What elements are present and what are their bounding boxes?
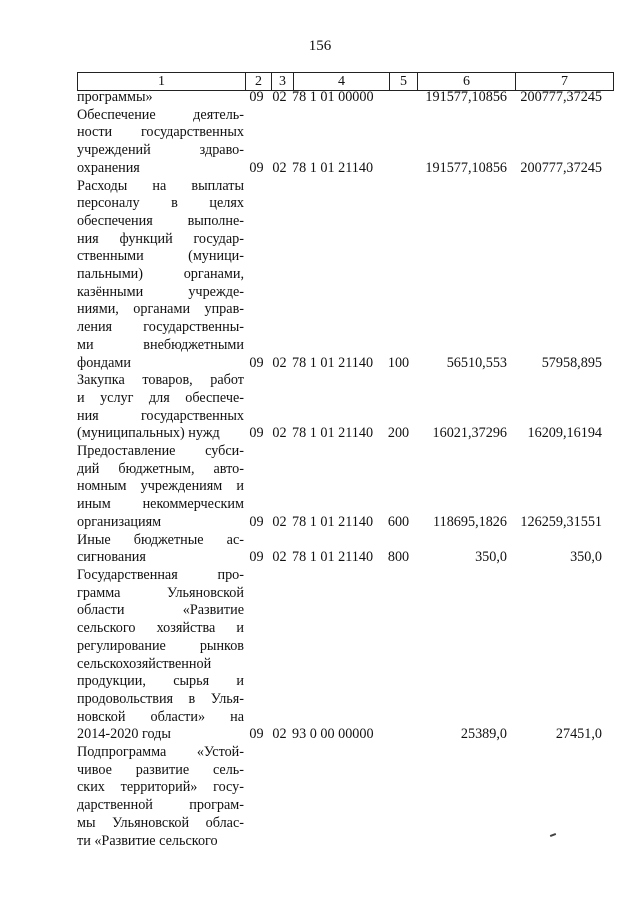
amount-year-1: 56510,553 bbox=[446, 354, 507, 371]
amount-year-2: 126259,31551 bbox=[520, 513, 602, 530]
description-line: дий бюджетным, авто- bbox=[77, 460, 244, 477]
description-line: ления государственны- bbox=[77, 319, 244, 336]
description-line: продукции, сырья и bbox=[77, 673, 244, 690]
amount-year-2: 57958,895 bbox=[541, 354, 602, 371]
row-values bbox=[244, 514, 606, 532]
description-line: ния государственных bbox=[77, 407, 244, 424]
expense-type-code bbox=[385, 89, 412, 107]
subsection-code: 02 bbox=[272, 425, 287, 442]
description-line: Государственная про- bbox=[77, 566, 244, 583]
description-line: ниями, органами управ- bbox=[77, 301, 244, 318]
description-line: грамма Ульяновской bbox=[77, 584, 244, 601]
row-values bbox=[244, 549, 606, 567]
table-row bbox=[77, 567, 612, 744]
section-code: 09 bbox=[249, 726, 264, 743]
description-line: охранения bbox=[77, 159, 140, 176]
amount-year-2: 27451,0 bbox=[555, 726, 602, 743]
description-line: Закупка товаров, работ bbox=[77, 372, 244, 389]
header-col-1: 1 bbox=[78, 73, 246, 90]
table-row bbox=[77, 89, 612, 107]
table-row bbox=[77, 372, 612, 443]
amount-year-1: 191577,10856 bbox=[425, 89, 507, 105]
subsection-code: 02 bbox=[272, 549, 287, 566]
expense-type-code bbox=[385, 160, 412, 178]
description-line: Расходы на выплаты bbox=[77, 177, 244, 194]
description-line: ности государственных bbox=[77, 124, 244, 141]
table-body bbox=[77, 89, 612, 850]
page-number: 156 bbox=[308, 38, 332, 54]
description-line: ских территорий» госу- bbox=[77, 779, 244, 796]
header-col-6: 6 bbox=[418, 73, 516, 90]
description-line: казёнными учрежде- bbox=[77, 283, 244, 300]
description-line: программы» bbox=[77, 89, 153, 105]
description-line: пальными) органами, bbox=[77, 266, 244, 283]
target-article-code: 78 1 01 21140 bbox=[292, 513, 374, 530]
description-line: и услуг для обеспече- bbox=[77, 389, 244, 406]
row-description bbox=[77, 372, 244, 443]
header-col-7: 7 bbox=[561, 74, 568, 89]
row-values bbox=[244, 355, 606, 373]
row-values bbox=[244, 89, 606, 107]
description-line: Подпрограмма «Устой- bbox=[77, 744, 244, 761]
amount-year-2: 200777,37245 bbox=[520, 89, 602, 105]
target-article-code: 78 1 01 21140 bbox=[292, 425, 374, 442]
subsection-code: 02 bbox=[272, 726, 287, 743]
row-description bbox=[77, 107, 244, 178]
description-line: продовольствия в Улья- bbox=[77, 690, 244, 707]
description-line: организациям bbox=[77, 513, 162, 530]
expense-type-code bbox=[385, 726, 412, 744]
amount-year-1: 350,0 bbox=[475, 549, 507, 566]
expense-type-code: 600 bbox=[387, 513, 410, 530]
description-line: мы Ульяновской облас- bbox=[77, 814, 244, 831]
description-line: сельского хозяйства и bbox=[77, 620, 244, 637]
table-row bbox=[77, 107, 612, 178]
amount-year-1: 16021,37296 bbox=[432, 425, 507, 442]
description-line: персоналу в целях bbox=[77, 195, 244, 212]
target-article-code: 78 1 01 21140 bbox=[292, 159, 374, 176]
target-article-code: 78 1 01 21140 bbox=[292, 354, 374, 371]
description-line: дарственной програм- bbox=[77, 797, 244, 814]
description-line: номным учреждениям и bbox=[77, 478, 244, 495]
target-article-code: 93 0 00 00000 bbox=[292, 726, 374, 743]
description-line: Иные бюджетные ас- bbox=[77, 531, 244, 548]
expense-type-code: 100 bbox=[387, 354, 410, 371]
description-line: Предоставление субси- bbox=[77, 443, 244, 460]
description-line: ния функций государ- bbox=[77, 230, 244, 247]
table-row bbox=[77, 178, 612, 373]
description-line: ственными (муници- bbox=[77, 248, 244, 265]
row-description bbox=[77, 532, 244, 567]
section-code: 09 bbox=[249, 159, 264, 176]
amount-year-1: 25389,0 bbox=[460, 726, 507, 743]
description-line: области «Развитие bbox=[77, 602, 244, 619]
row-description bbox=[77, 443, 244, 532]
target-article-code: 78 1 01 21140 bbox=[292, 549, 374, 566]
subsection-code: 02 bbox=[272, 159, 287, 176]
subsection-code: 02 bbox=[272, 513, 287, 530]
header-col-2: 2 bbox=[246, 73, 272, 90]
description-line: обеспечения выполне- bbox=[77, 212, 244, 229]
target-article-code: 78 1 01 00000 bbox=[292, 89, 374, 105]
table-row bbox=[77, 443, 612, 532]
expense-type-code: 800 bbox=[387, 549, 410, 566]
description-line: (муниципальных) нужд bbox=[77, 425, 220, 442]
description-line: ти «Развитие сельского bbox=[77, 832, 218, 849]
amount-year-1: 118695,1826 bbox=[433, 513, 507, 530]
amount-year-2: 200777,37245 bbox=[520, 159, 602, 176]
section-code: 09 bbox=[249, 425, 264, 442]
amount-year-2: 16209,16194 bbox=[527, 425, 602, 442]
amount-year-2: 350,0 bbox=[570, 549, 602, 566]
header-col-3: 3 bbox=[272, 73, 294, 90]
row-values bbox=[244, 425, 606, 443]
subsection-code: 02 bbox=[272, 89, 287, 105]
header-col-5: 5 bbox=[390, 73, 418, 90]
section-code: 09 bbox=[249, 354, 264, 371]
description-line: учреждений здраво- bbox=[77, 142, 244, 159]
description-line: фондами bbox=[77, 354, 131, 371]
subsection-code: 02 bbox=[272, 354, 287, 371]
row-values bbox=[244, 160, 606, 178]
table-row bbox=[77, 744, 612, 850]
description-line: 2014-2020 годы bbox=[77, 726, 171, 743]
row-description bbox=[77, 567, 244, 744]
description-line: чивое развитие сель- bbox=[77, 761, 244, 778]
row-values bbox=[244, 726, 606, 744]
section-code: 09 bbox=[249, 513, 264, 530]
description-line: новской области» на bbox=[77, 708, 244, 725]
expense-type-code: 200 bbox=[387, 425, 410, 442]
header-col-4: 4 bbox=[294, 73, 390, 90]
description-line: сигнования bbox=[77, 549, 146, 566]
description-line: Обеспечение деятель- bbox=[77, 106, 244, 123]
section-code: 09 bbox=[249, 89, 264, 105]
description-line: ми внебюджетными bbox=[77, 336, 244, 353]
row-description bbox=[77, 744, 244, 850]
row-description bbox=[77, 89, 244, 107]
section-code: 09 bbox=[249, 549, 264, 566]
row-description bbox=[77, 178, 244, 373]
description-line: регулирование рынков bbox=[77, 637, 244, 654]
description-line: иным некоммерческим bbox=[77, 496, 244, 513]
table-row bbox=[77, 532, 612, 567]
description-line: сельскохозяйственной bbox=[77, 655, 212, 672]
amount-year-1: 191577,10856 bbox=[425, 159, 507, 176]
